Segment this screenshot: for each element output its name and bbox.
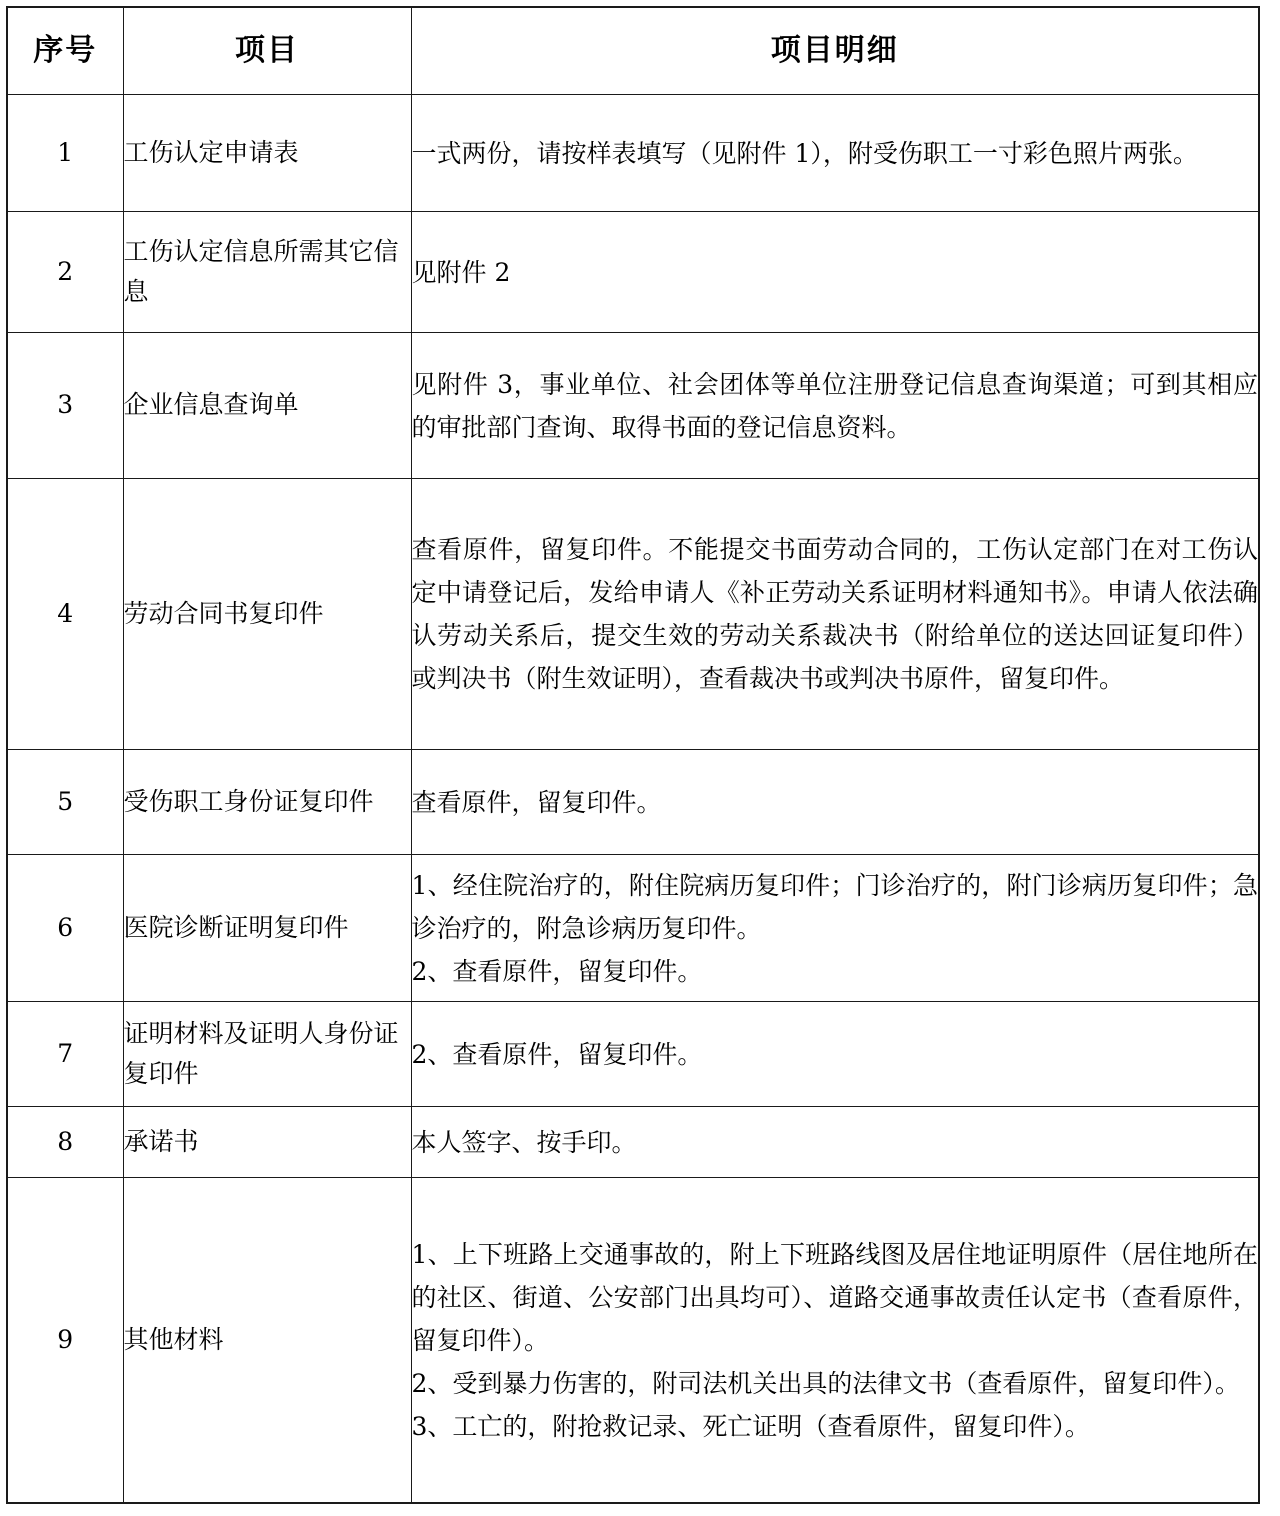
row-number: 5 [7, 750, 123, 855]
row-item-name: 企业信息查询单 [123, 333, 411, 479]
column-header-detail: 项目明细 [411, 7, 1259, 95]
column-header-no: 序号 [7, 7, 123, 95]
table-row [7, 333, 1259, 479]
detail-line: 一式两份，请按样表填写（见附件 1），附受伤职工一寸彩色照片两张。 [411, 138, 1198, 168]
detail-line: 见附件 2 [411, 257, 511, 287]
detail-line: 2、受到暴力伤害的，附司法机关出具的法律文书（查看原件，留复印件）。 [411, 1368, 1240, 1398]
table-row [7, 750, 1259, 855]
row-item-name: 医院诊断证明复印件 [123, 855, 411, 1002]
table-header [7, 7, 1259, 95]
row-detail [411, 1002, 1259, 1107]
row-item-name: 受伤职工身份证复印件 [123, 750, 411, 855]
row-item-name: 工伤认定申请表 [123, 95, 411, 212]
row-number: 7 [7, 1002, 123, 1107]
table-row [7, 95, 1259, 212]
row-detail [411, 750, 1259, 855]
row-item-name: 承诺书 [123, 1107, 411, 1178]
row-number: 3 [7, 333, 123, 479]
row-detail [411, 479, 1259, 750]
detail-line: 查看原件，留复印件。不能提交书面劳动合同的，工伤认定部门在对工伤认定中请登记后，发给申请人《补正劳动关系证明材料通知书》。申请人依法确认劳动关系后，提交生效的劳动关系裁决书（附给单位的送达回证复印件）或判决书（附生效证明），查看裁决书或判决书原件，留复印件。 [411, 535, 1258, 693]
row-detail [411, 1107, 1259, 1178]
table-row [7, 1002, 1259, 1107]
row-number: 1 [7, 95, 123, 212]
column-header-item: 项目 [123, 7, 411, 95]
row-detail [411, 855, 1259, 1002]
table-row [7, 1107, 1259, 1178]
row-detail [411, 333, 1259, 479]
row-number: 8 [7, 1107, 123, 1178]
detail-line: 1、经住院治疗的，附住院病历复印件；门诊治疗的，附门诊病历复印件；急诊治疗的，附急诊病历复印件。 [411, 870, 1258, 943]
row-number: 9 [7, 1178, 123, 1504]
detail-line: 查看原件，留复印件。 [411, 787, 662, 817]
detail-line: 本人签字、按手印。 [411, 1127, 637, 1157]
table-row [7, 479, 1259, 750]
row-detail [411, 1178, 1259, 1504]
detail-line: 3、工亡的，附抢救记录、死亡证明（查看原件，留复印件）。 [411, 1411, 1090, 1441]
table-row [7, 212, 1259, 333]
row-detail [411, 95, 1259, 212]
row-item-name: 其他材料 [123, 1178, 411, 1504]
row-number: 2 [7, 212, 123, 333]
table-header-row [7, 7, 1259, 95]
row-item-name: 劳动合同书复印件 [123, 479, 411, 750]
row-number: 4 [7, 479, 123, 750]
table-body [7, 95, 1259, 1504]
row-detail [411, 212, 1259, 333]
row-item-name: 证明材料及证明人身份证复印件 [123, 1002, 411, 1107]
detail-line: 2、查看原件，留复印件。 [411, 956, 703, 986]
row-item-name: 工伤认定信息所需其它信息 [123, 212, 411, 333]
detail-line: 2、查看原件，留复印件。 [411, 1039, 703, 1069]
detail-line: 见附件 3，事业单位、社会团体等单位注册登记信息查询渠道；可到其相应的审批部门查询、取得书面的登记信息资料。 [411, 369, 1258, 442]
table-row [7, 1178, 1259, 1504]
row-number: 6 [7, 855, 123, 1002]
table-row [7, 855, 1259, 1002]
detail-line: 1、上下班路上交通事故的，附上下班路线图及居住地证明原件（居住地所在的社区、街道、公安部门出具均可）、道路交通事故责任认定书（查看原件，留复印件）。 [411, 1239, 1258, 1355]
materials-checklist-table [6, 6, 1260, 1504]
